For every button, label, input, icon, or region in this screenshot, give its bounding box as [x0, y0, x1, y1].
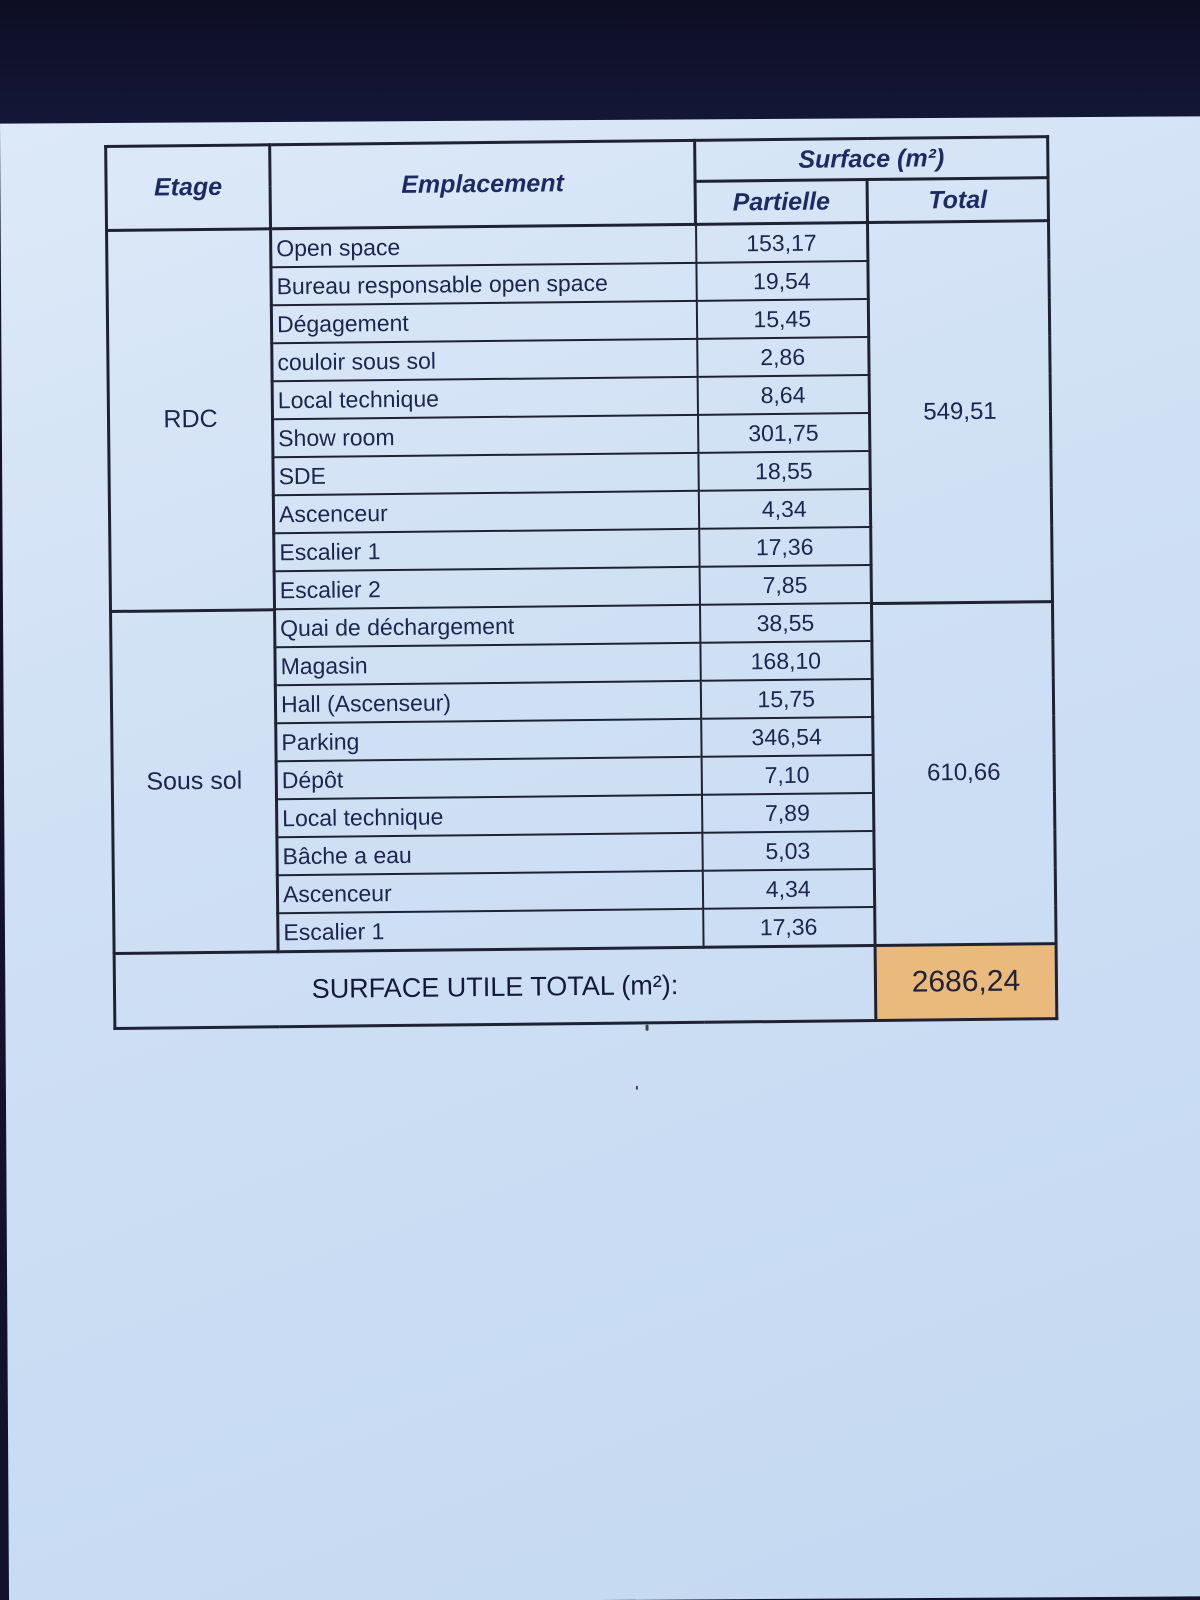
location-cell: Show room: [273, 415, 698, 457]
partial-cell: 7,10: [701, 755, 873, 795]
location-cell: Hall (Ascenseur): [275, 681, 700, 723]
location-cell: Escalier 2: [274, 567, 699, 609]
header-total: Total: [867, 178, 1048, 223]
location-cell: Magasin: [275, 643, 700, 685]
total-value: 2686,24: [875, 944, 1057, 1021]
location-cell: Parking: [276, 719, 701, 761]
partial-cell: 2,86: [697, 337, 869, 377]
header-emplacement: Emplacement: [270, 140, 696, 228]
partial-cell: 8,64: [697, 375, 869, 415]
paper-speck: [646, 1025, 649, 1031]
partial-cell: 153,17: [696, 223, 868, 263]
header-etage: Etage: [106, 145, 271, 231]
partial-cell: 18,55: [698, 451, 870, 491]
total-rdc: 549,51: [867, 221, 1052, 603]
location-cell: Quai de déchargement: [275, 605, 700, 647]
total-row: [114, 944, 1057, 1029]
partial-cell: 17,36: [699, 527, 871, 567]
partial-cell: 15,75: [700, 679, 872, 719]
partial-cell: 4,34: [702, 869, 874, 909]
partial-cell: 7,85: [699, 565, 871, 605]
header-partielle: Partielle: [695, 180, 867, 225]
location-cell: Dépôt: [276, 757, 701, 799]
partial-cell: 5,03: [702, 831, 874, 871]
table-body: [107, 221, 1057, 1029]
partial-cell: 19,54: [696, 261, 868, 301]
partial-cell: 346,54: [701, 717, 873, 757]
location-cell: Open space: [271, 224, 696, 267]
paper-speck: [636, 1086, 638, 1090]
location-cell: Ascenceur: [277, 871, 702, 913]
floor-label-sous-sol: Sous sol: [111, 609, 279, 953]
partial-cell: 4,34: [698, 489, 870, 529]
partial-cell: 17,36: [703, 907, 875, 947]
total-sous-sol: 610,66: [871, 601, 1056, 945]
location-cell: Escalier 1: [278, 909, 703, 952]
partial-cell: 38,55: [699, 603, 871, 643]
location-cell: couloir sous sol: [272, 339, 697, 381]
partial-cell: 15,45: [696, 299, 868, 339]
total-label: SURFACE UTILE TOTAL (m²):: [114, 946, 876, 1029]
location-cell: Local technique: [277, 795, 702, 837]
paper-sheet: [0, 116, 1200, 1600]
header-surface: Surface (m²): [695, 137, 1048, 182]
surface-table: [104, 135, 1058, 1030]
partial-cell: 168,10: [700, 641, 872, 681]
location-cell: Dégagement: [271, 301, 696, 343]
location-cell: Escalier 1: [274, 529, 699, 571]
location-cell: Bâche a eau: [277, 833, 702, 875]
location-cell: Ascenceur: [273, 491, 698, 533]
location-cell: SDE: [273, 453, 698, 495]
location-cell: Local technique: [272, 377, 697, 419]
floor-label-rdc: RDC: [107, 229, 275, 611]
partial-cell: 301,75: [698, 413, 870, 453]
location-cell: Bureau responsable open space: [271, 263, 696, 305]
partial-cell: 7,89: [701, 793, 873, 833]
